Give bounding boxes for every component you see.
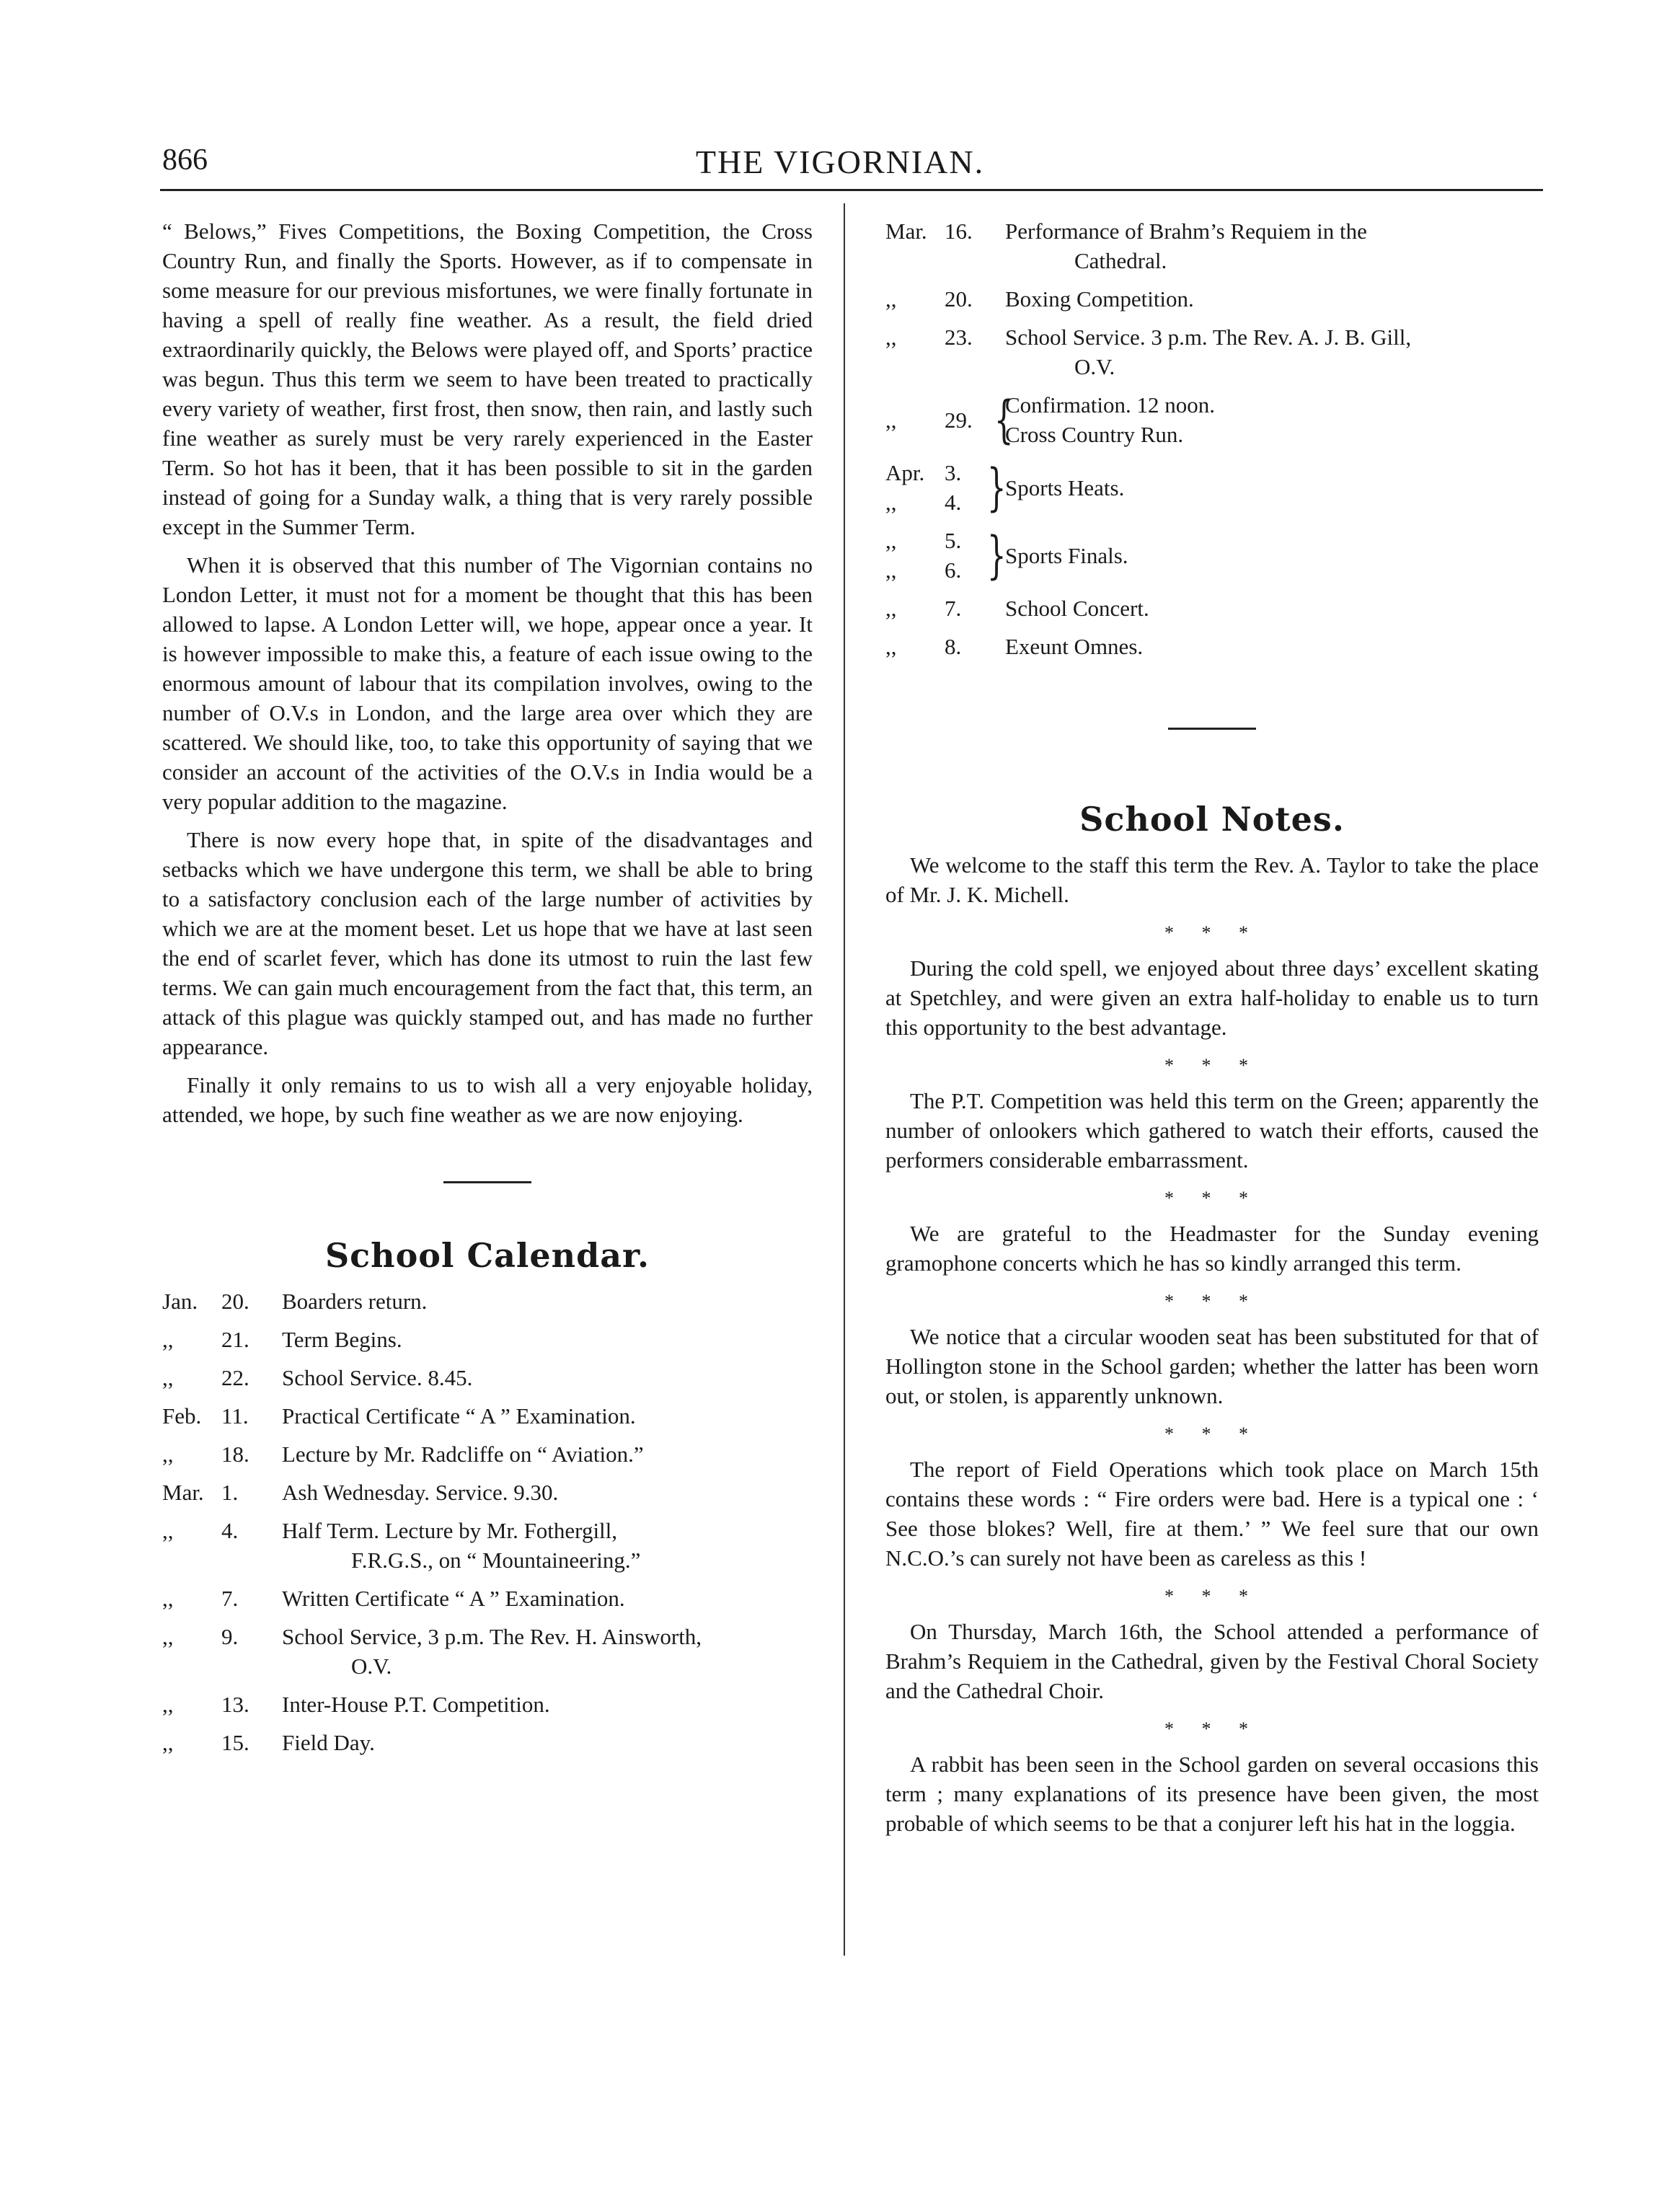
calendar-row — [162, 1325, 813, 1354]
calendar-event-block — [282, 1584, 813, 1613]
calendar-row — [162, 1728, 813, 1757]
article-paragraph: When it is observed that this number of The Vigornian contains no London Letter, it must not for a moment be thought that this has been allowed to lapse. A London Letter will, we hope, appear once a year. It is however impossible to make this, a feature of each issue owing to the enormous amount of labour that its compilation involves, owing to the number of O.V.s in London, and the large area over which they are scattered. We should like, too, to take this opportunity of saying that we consider an account of the activities of the O.V.s in India would be a very popular addition to the magazine. — [162, 552, 813, 814]
calendar-event-block — [282, 1516, 813, 1575]
calendar-row — [162, 1622, 813, 1681]
calendar-event-block — [282, 1622, 813, 1681]
brace-icon: } — [986, 526, 1007, 585]
calendar-row — [885, 593, 1539, 623]
calendar-heading: School Calendar. — [324, 1236, 650, 1275]
calendar-day: 3. — [945, 460, 962, 485]
calendar-event: School Service. 8.45. — [282, 1365, 473, 1390]
calendar-row — [162, 1439, 813, 1469]
calendar-event-block — [282, 1401, 813, 1431]
calendar-event: Boxing Competition. — [1005, 286, 1194, 312]
calendar-month: ,, — [885, 528, 897, 553]
calendar-event: Practical Certificate “ A ” Examination. — [282, 1403, 636, 1429]
calendar-month: ,, — [885, 325, 897, 350]
section-divider — [1168, 728, 1256, 730]
article-paragraph: “ Belows,” Fives Competitions, the Boxing Competition, the Cross Country Run, and finally the Sports. However, as if to compensate in some measure for our previous misfortunes, we were finally fortunate in having a spell of really fine weather. As a result, the field dried extraordinarily quickly, the Belows were played off, and Sports’ practice was begun. Thus this term we seem to have been treated to practically every variety of weather, first frost, then snow, then rain, and lastly such fine weather as surely must be very rarely experienced in the Easter Term. So hot has it been, that it has been possible to sit in the garden instead of going for a Sunday walk, a thing that is very rarely possible except in the Summer Term. — [162, 218, 813, 539]
calendar-event: School Service. 3 p.m. The Rev. A. J. B. Gill, — [1005, 325, 1412, 350]
calendar-event-block — [1005, 284, 1539, 314]
calendar-event: School Service, 3 p.m. The Rev. H. Ainsworth, — [282, 1624, 702, 1649]
calendar-month: ,, — [162, 1365, 174, 1390]
article-paragraph: Finally it only remains to us to wish all a very enjoyable holiday, attended, we hope, by such fine weather as we are now enjoying. — [162, 1072, 813, 1127]
calendar-day: 8. — [945, 634, 962, 659]
calendar-event: Boarders return. — [282, 1289, 428, 1314]
calendar-event: Half Term. Lecture by Mr. Fothergill, — [282, 1518, 618, 1543]
calendar-row — [885, 322, 1539, 381]
calendar-row — [162, 1516, 813, 1575]
calendar-event-block — [282, 1286, 813, 1316]
note-paragraph: A rabbit has been seen in the School garden on several occasions this term ; many explanations of its presence have been given, the most probable of which seems to be that a conjurer left his hat in the loggia. — [885, 1752, 1539, 1836]
note-separator: * * * — [1164, 1586, 1260, 1607]
calendar-day: 4. — [945, 490, 962, 515]
calendar-month: ,, — [885, 286, 897, 312]
calendar-event: Term Begins. — [282, 1327, 402, 1352]
calendar-list — [162, 1286, 813, 1757]
calendar-list-tail — [885, 593, 1539, 661]
notes-list — [885, 850, 1539, 1838]
calendar-month: Jan. — [162, 1289, 198, 1314]
calendar-event-block — [1005, 216, 1539, 275]
calendar-day: 15. — [221, 1730, 249, 1755]
calendar-event-continued: O.V. — [1074, 354, 1115, 379]
calendar-month: ,, — [162, 1327, 174, 1352]
calendar-day: 22. — [221, 1365, 249, 1390]
calendar-month: Mar. — [162, 1480, 204, 1505]
calendar-event: Cross Country Run. — [1005, 422, 1184, 447]
calendar-event-continued: Cathedral. — [1074, 248, 1167, 273]
calendar-month: ,, — [162, 1518, 174, 1543]
calendar-event-block — [282, 1439, 813, 1469]
note-paragraph: The report of Field Operations which took place on March 15th contains these words : “ Fire orders were bad. Here is a typical one : ‘ See those blokes? Well, fire at them.’ ” We feel sure that our own N.C.O.’s can surely not have been as careless as this ! — [885, 1457, 1539, 1571]
calendar-event-block — [1005, 632, 1539, 661]
calendar-group-29 — [885, 390, 1539, 449]
calendar-row — [162, 1478, 813, 1507]
calendar-event: Confirmation. 12 noon. — [1005, 392, 1216, 418]
calendar-row — [885, 216, 1539, 275]
calendar-event: Ash Wednesday. Service. 9.30. — [282, 1480, 559, 1505]
calendar-event-block — [282, 1478, 813, 1507]
note-separator: * * * — [1164, 1423, 1260, 1444]
brace-icon: } — [986, 458, 1007, 517]
calendar-month: ,, — [885, 596, 897, 621]
note-paragraph: We notice that a circular wooden seat has been substituted for that of Hollington stone in the School garden; whether the latter has been worn out, or stolen, is apparently unknown. — [885, 1324, 1539, 1408]
notes-heading: School Notes. — [1079, 800, 1345, 839]
column-divider — [844, 203, 845, 1956]
note-paragraph: We are grateful to the Headmaster for the Sunday evening gramophone concerts which he has so kindly arranged this term. — [885, 1221, 1539, 1276]
page-number: 866 — [162, 144, 208, 177]
calendar-day: 1. — [221, 1480, 239, 1505]
calendar-event: Performance of Brahm’s Requiem in the — [1005, 218, 1367, 244]
calendar-event: Written Certificate “ A ” Examination. — [282, 1586, 625, 1611]
note-separator: * * * — [1164, 1188, 1260, 1209]
article-paragraph: There is now every hope that, in spite of the disadvantages and setbacks which we have undergone this term, we shall be able to bring to a satisfactory conclusion each of the large number of activities by which we are at the moment beset. Let us hope that we have at last seen the end of scarlet fever, which has done its utmost to ruin the last few terms. We can gain much encouragement from the fact that, this term, an attack of this plague was quickly stamped out, and has made no further appearance. — [162, 827, 813, 1059]
calendar-event-block — [282, 1728, 813, 1757]
calendar-event-block — [282, 1690, 813, 1719]
calendar-event: Sports Finals. — [1005, 542, 1128, 568]
calendar-month: Feb. — [162, 1403, 202, 1429]
note-paragraph: On Thursday, March 16th, the School attended a performance of Brahm’s Requiem in the Cathedral, given by the Festival Choral Society and the Cathedral Choir. — [885, 1619, 1539, 1703]
calendar-month: ,, — [885, 634, 897, 659]
note-paragraph: During the cold spell, we enjoyed about three days’ excellent skating at Spetchley, and were given an extra half-holiday to enable us to turn this opportunity to the best advantage. — [885, 955, 1539, 1040]
calendar-row — [162, 1363, 813, 1392]
calendar-row — [162, 1584, 813, 1613]
calendar-month: ,, — [885, 557, 897, 583]
calendar-day: 9. — [221, 1624, 239, 1649]
calendar-day: 4. — [221, 1518, 239, 1543]
calendar-group-finals — [885, 526, 1539, 585]
note-separator: * * * — [1164, 1718, 1260, 1739]
calendar-day: 21. — [221, 1327, 249, 1352]
calendar-row — [885, 632, 1539, 661]
header-rule — [160, 189, 1543, 191]
calendar-month: ,, — [885, 490, 897, 515]
calendar-row — [162, 1690, 813, 1719]
calendar-day: 6. — [945, 557, 962, 583]
calendar-event: Inter-House P.T. Competition. — [282, 1692, 550, 1717]
calendar-month: ,, — [162, 1442, 174, 1467]
calendar-day: 16. — [945, 218, 973, 244]
calendar-event-block — [1005, 322, 1539, 381]
calendar-list-continued — [885, 216, 1539, 381]
calendar-day: 13. — [221, 1692, 249, 1717]
calendar-day: 11. — [221, 1403, 249, 1429]
calendar-event-block — [282, 1325, 813, 1354]
note-separator: * * * — [1164, 1055, 1260, 1076]
running-title: THE VIGORNIAN. — [695, 144, 985, 180]
calendar-day: 20. — [221, 1289, 249, 1314]
calendar-event: Sports Heats. — [1005, 474, 1125, 500]
calendar-month: ,, — [162, 1624, 174, 1649]
calendar-event: Field Day. — [282, 1730, 375, 1755]
calendar-day: 23. — [945, 325, 973, 350]
section-divider — [443, 1181, 531, 1183]
calendar-day: 20. — [945, 286, 973, 312]
calendar-event: School Concert. — [1005, 596, 1149, 621]
calendar-event-continued: F.R.G.S., on “ Mountaineering.” — [351, 1548, 641, 1573]
calendar-day: 29. — [945, 407, 973, 433]
calendar-day: 18. — [221, 1442, 249, 1467]
note-paragraph: The P.T. Competition was held this term on the Green; apparently the number of onlookers which gathered to watch their efforts, caused the performers considerable embarrassment. — [885, 1088, 1539, 1173]
calendar-event-continued: O.V. — [351, 1654, 392, 1679]
calendar-day: 7. — [945, 596, 962, 621]
calendar-group-heats — [885, 458, 1539, 517]
right-column — [885, 216, 1539, 1847]
note-separator: * * * — [1164, 922, 1260, 943]
calendar-event: Lecture by Mr. Radcliffe on “ Aviation.” — [282, 1442, 644, 1467]
left-column — [162, 216, 813, 1766]
calendar-row — [885, 284, 1539, 314]
calendar-day: 7. — [221, 1586, 239, 1611]
note-separator: * * * — [1164, 1291, 1260, 1312]
calendar-month: Mar. — [885, 218, 927, 244]
calendar-event-block — [282, 1363, 813, 1392]
brace-icon: { — [994, 390, 1014, 449]
calendar-month: ,, — [885, 407, 897, 433]
calendar-row — [162, 1401, 813, 1431]
calendar-month: ,, — [162, 1692, 174, 1717]
calendar-day: 5. — [945, 528, 962, 553]
calendar-month: ,, — [162, 1586, 174, 1611]
calendar-row — [162, 1286, 813, 1316]
calendar-event: Exeunt Omnes. — [1005, 634, 1144, 659]
note-paragraph: We welcome to the staff this term the Rev. A. Taylor to take the place of Mr. J. K. Michell. — [885, 852, 1539, 907]
calendar-month: Apr. — [885, 460, 925, 485]
calendar-event-block — [1005, 593, 1539, 623]
calendar-month: ,, — [162, 1730, 174, 1755]
